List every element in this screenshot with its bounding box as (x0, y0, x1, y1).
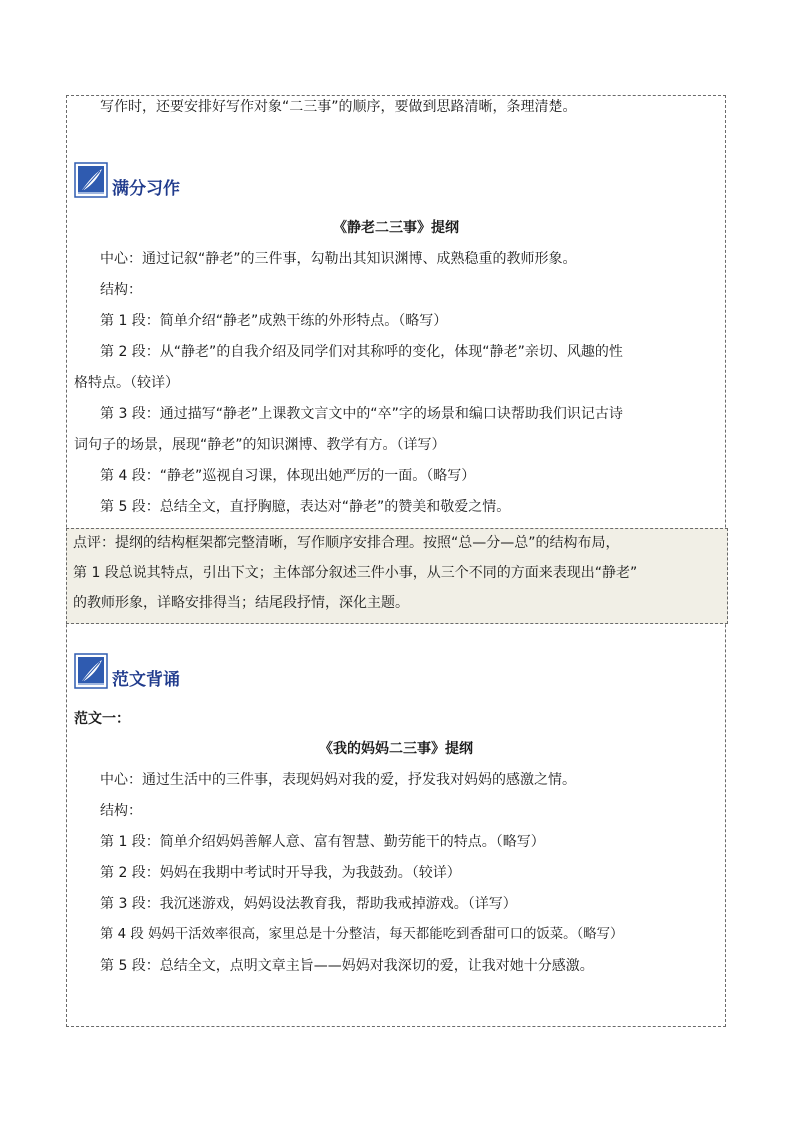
comment-box (66, 528, 728, 624)
outline-line: 第 5 段：总结全文，直抒胸臆，表达对“静老”的赞美和敬爱之情。 (100, 499, 511, 515)
feather-pen-icon (74, 653, 108, 689)
comment-line: 第 1 段总说其特点，引出下文；主体部分叙述三件小事，从三个不同的方面来表现出“静老” (73, 565, 638, 581)
section-title: 满分习作 (112, 179, 180, 199)
model-label: 范文一： (74, 711, 130, 727)
outline-line: 第 1 段：简单介绍妈妈善解人意、富有智慧、勤劳能干的特点。（略写） (100, 834, 545, 850)
comment-line: 的教师形象，详略安排得当；结尾段抒情，深化主题。 (73, 595, 409, 611)
outline-line: 结构： (100, 803, 142, 819)
outline-line: 第 3 段：通过描写“静老”上课教文言文中的“卒”字的场景和编口诀帮助我们识记古诗 (100, 406, 623, 422)
section-heading-full-score (74, 160, 180, 199)
feather-pen-icon (74, 162, 108, 198)
comment-line: 点评：提纲的结构框架都完整清晰，写作顺序安排合理。按照“总—分—总”的结构布局， (73, 535, 620, 551)
outline-line: 第 5 段：总结全文，点明文章主旨——妈妈对我深切的爱，让我对她十分感激。 (100, 958, 594, 974)
outline-line: 第 2 段：从“静老”的自我介绍及同学们对其称呼的变化，体现“静老”亲切、风趣的性 (100, 344, 623, 360)
intro-line: 写作时，还要安排好写作对象“二三事”的顺序，要做到思路清晰，条理清楚。 (100, 99, 577, 115)
outline-title: 《静老二三事》提纲 (333, 220, 459, 236)
outline-line: 第 3 段：我沉迷游戏，妈妈设法教育我，帮助我戒掉游戏。（详写） (100, 896, 517, 912)
outline-line: 第 4 段 妈妈干活效率很高，家里总是十分整洁，每天都能吃到香甜可口的饭菜。（略写） (100, 927, 624, 942)
outline-line: 第 4 段：“静老”巡视自习课，体现出她严厉的一面。（略写） (100, 468, 476, 484)
outline-line: 中心：通过生活中的三件事，表现妈妈对我的爱，抒发我对妈妈的感激之情。 (100, 772, 576, 788)
outline-line: 中心：通过记叙“静老”的三件事，勾勒出其知识渊博、成熟稳重的教师形象。 (100, 251, 577, 267)
outline-line: 第 2 段：妈妈在我期中考试时开导我，为我鼓劲。（较详） (100, 865, 461, 881)
outline-line: 第 1 段：简单介绍“静老”成熟干练的外形特点。（略写） (100, 313, 448, 329)
outline-line: 格特点。（较详） (74, 375, 179, 391)
section-title: 范文背诵 (112, 670, 180, 690)
outline-line: 词句子的场景，展现“静老”的知识渊博、教学有方。（详写） (74, 437, 446, 453)
outline-line: 结构： (100, 282, 142, 298)
outline-title: 《我的妈妈二三事》提纲 (319, 741, 473, 757)
section-heading-model-text (74, 651, 180, 690)
